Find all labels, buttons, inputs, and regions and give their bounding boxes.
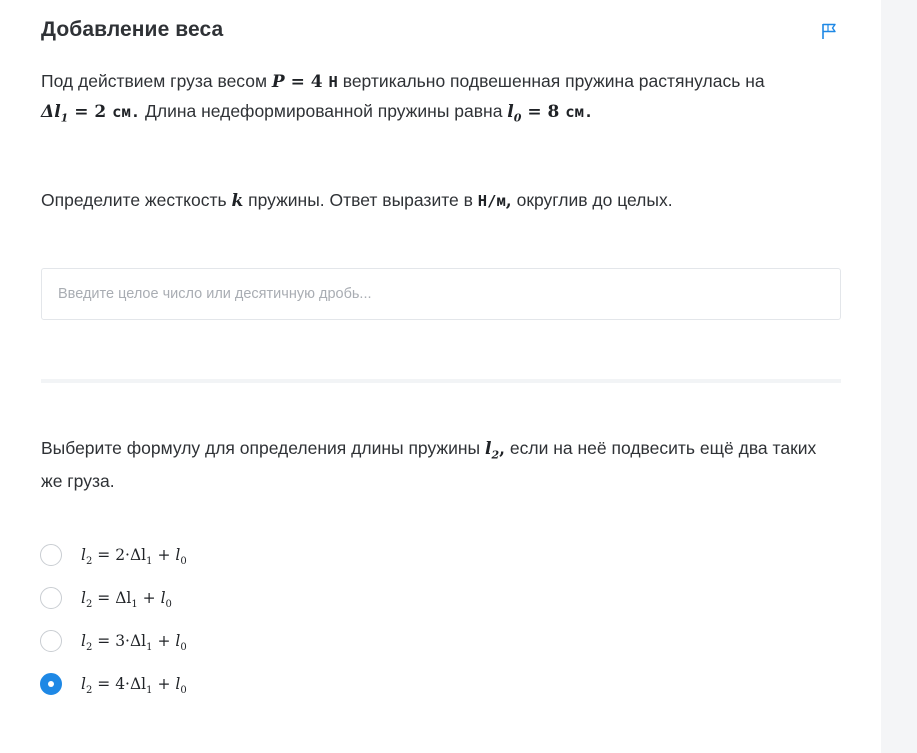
question-text: пружины. Ответ выразите в — [243, 190, 478, 210]
radio-button[interactable] — [40, 544, 62, 566]
option-formula: $l_2 = 3\cdot\Delta l_1 + l_0$ — [81, 632, 187, 654]
question-comma: , — [505, 191, 512, 211]
problem-statement — [41, 67, 841, 132]
elongation-variable: $\Delta l_1$ — [41, 102, 69, 125]
right-gutter — [881, 0, 917, 753]
initial-length-variable: $l_0$ — [507, 102, 522, 125]
question-text: округлив до целых. — [511, 190, 673, 210]
section-divider — [41, 379, 841, 383]
radio-button[interactable] — [40, 587, 62, 609]
radio-button[interactable] — [40, 630, 62, 652]
option-formula: $l_2 = 4\cdot\Delta l_1 + l_0$ — [81, 675, 187, 697]
radio-button-checked[interactable] — [40, 673, 62, 695]
stiffness-unit: Н/м — [477, 192, 506, 210]
elongation-value: = 2 — [68, 102, 113, 122]
initial-length-value: = 8 — [521, 102, 566, 122]
answer-option[interactable] — [40, 673, 440, 697]
answer-option[interactable] — [40, 587, 440, 611]
question-text: если на неё подвесить ещё два таких же груза. — [41, 438, 817, 492]
question-formula — [41, 435, 841, 495]
answer-option[interactable] — [40, 630, 440, 654]
weight-unit: Н — [328, 73, 338, 91]
weight-value: = 4 — [284, 72, 329, 92]
stiffness-variable: k — [231, 191, 244, 211]
problem-text: Длина недеформированной пружины равна — [140, 101, 508, 121]
option-formula: $l_2 = 2\cdot\Delta l_1 + l_0$ — [81, 546, 187, 568]
question-text: Определите жесткость — [41, 190, 232, 210]
weight-variable: P — [271, 72, 285, 92]
final-length-variable: $l_2$ — [485, 439, 500, 462]
initial-length-unit: см. — [565, 103, 594, 121]
option-formula: $l_2 = \Delta l_1 + l_0$ — [81, 589, 172, 611]
question-text: Выберите формулу для определения длины пружины — [41, 438, 485, 458]
problem-text: вертикально подвешенная пружина растянулась на — [337, 71, 765, 91]
answer-input[interactable] — [41, 268, 841, 320]
problem-text: Под действием груза весом — [41, 71, 272, 91]
task-title: Добавление веса — [41, 18, 224, 41]
question-comma: , — [499, 439, 506, 459]
radio-dot-icon — [48, 681, 54, 687]
answer-option[interactable] — [40, 544, 440, 568]
flag-icon[interactable] — [820, 22, 840, 40]
question-stiffness — [41, 186, 841, 216]
elongation-unit: см. — [112, 103, 141, 121]
